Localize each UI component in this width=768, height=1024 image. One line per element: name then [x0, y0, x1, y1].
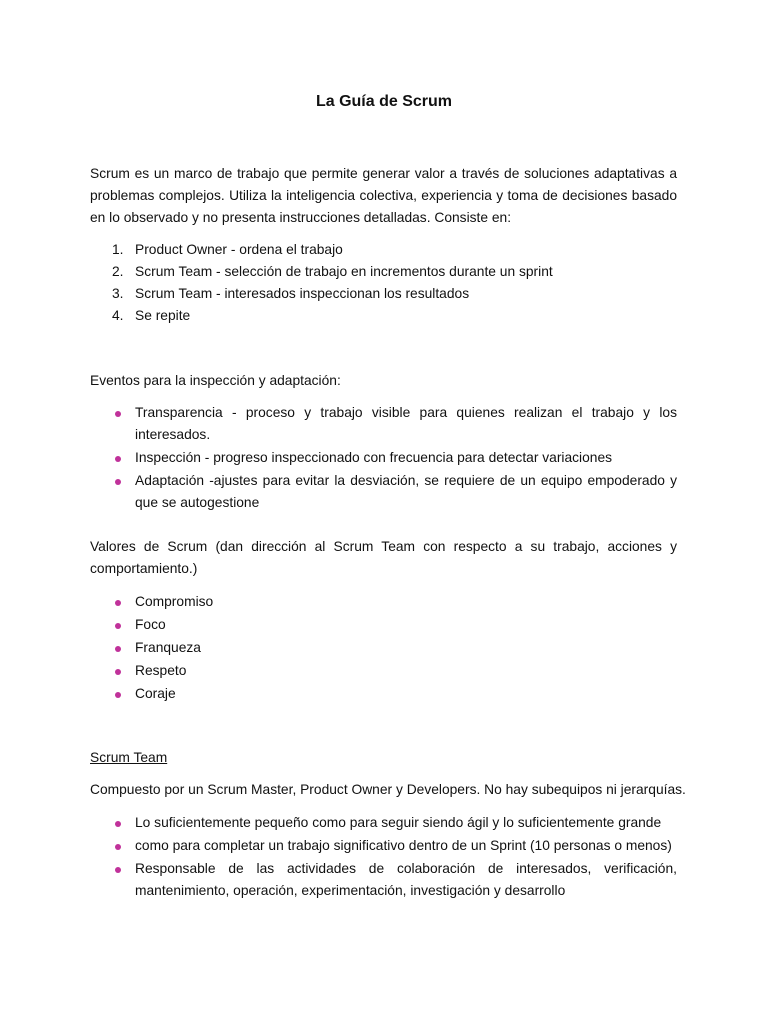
bullet-icon — [115, 844, 121, 850]
list-item-text: Scrum Team - selección de trabajo en incrementos durante un sprint — [135, 264, 553, 279]
list-item-text: Respeto — [135, 663, 187, 678]
list-item — [90, 835, 677, 857]
list-item — [90, 683, 677, 705]
list-item-text: Scrum Team - interesados inspeccionan los resultados — [135, 286, 470, 301]
list-item-text: Foco — [135, 617, 166, 632]
list-item — [90, 239, 677, 261]
list-item — [90, 283, 677, 305]
events-heading: Eventos para la inspección y adaptación: — [90, 373, 341, 388]
page-title: La Guía de Scrum — [315, 93, 453, 110]
list-item-text: Product Owner - ordena el trabajo — [135, 242, 343, 257]
list-number: 2. — [112, 264, 124, 279]
list-item-text: Franqueza — [135, 640, 201, 655]
list-item — [90, 305, 677, 327]
team-list — [90, 812, 677, 902]
bullet-icon — [115, 623, 121, 629]
bullet-icon — [115, 692, 121, 698]
bullet-icon — [115, 646, 121, 652]
bullet-icon — [115, 867, 121, 873]
bullet-icon — [115, 479, 121, 485]
list-item — [90, 812, 677, 834]
values-list — [90, 591, 677, 705]
list-item-text: como para completar un trabajo significativo dentro de un Sprint (10 personas o menos) — [135, 838, 672, 853]
list-item-text: Adaptación -ajustes para evitar la desviación, se requiere de un equipo empoderado y que se autogestione — [135, 473, 677, 510]
list-item-text: Responsable de las actividades de colaboración de interesados, verificación, mantenimiento, operación, experimentación, investigación y desarrollo — [135, 861, 677, 898]
list-item-text: Inspección - progreso inspeccionado con frecuencia para detectar variaciones — [135, 450, 613, 465]
list-item — [90, 591, 677, 613]
list-item-text: Se repite — [135, 308, 191, 323]
list-item-text: Coraje — [135, 686, 176, 701]
events-list — [90, 402, 677, 514]
list-item — [90, 447, 677, 469]
list-item — [90, 614, 677, 636]
intro-paragraph: Scrum es un marco de trabajo que permite generar valor a través de soluciones adaptativas a problemas complejos. Utiliza la inteligencia colectiva, experiencia y toma de decisiones basado en lo observado y no presenta instrucciones detalladas. Consiste en: — [90, 166, 677, 225]
list-item — [90, 470, 677, 514]
scrum-team-heading: Scrum Team — [90, 750, 168, 765]
list-item-text: Lo suficientemente pequeño como para seguir siendo ágil y lo suficientemente grande — [135, 815, 662, 830]
bullet-icon — [115, 411, 121, 417]
bullet-icon — [115, 669, 121, 675]
team-paragraph: Compuesto por un Scrum Master, Product Owner y Developers. No hay subequipos ni jerarquías. — [90, 782, 686, 797]
list-item-text: Transparencia - proceso y trabajo visible para quienes realizan el trabajo y los interesados. — [135, 405, 677, 442]
values-paragraph: Valores de Scrum (dan dirección al Scrum Team con respecto a su trabajo, acciones y comportamiento.) — [90, 539, 677, 576]
bullet-icon — [115, 600, 121, 606]
steps-list — [90, 239, 677, 327]
list-item — [90, 858, 677, 902]
list-number: 1. — [112, 242, 124, 257]
list-item — [90, 261, 677, 283]
bullet-icon — [115, 821, 121, 827]
bullet-icon — [115, 456, 121, 462]
list-item — [90, 637, 677, 659]
list-item — [90, 660, 677, 682]
list-item — [90, 402, 677, 446]
list-number: 4. — [112, 308, 124, 323]
list-number: 3. — [112, 286, 124, 301]
list-item-text: Compromiso — [135, 594, 214, 609]
